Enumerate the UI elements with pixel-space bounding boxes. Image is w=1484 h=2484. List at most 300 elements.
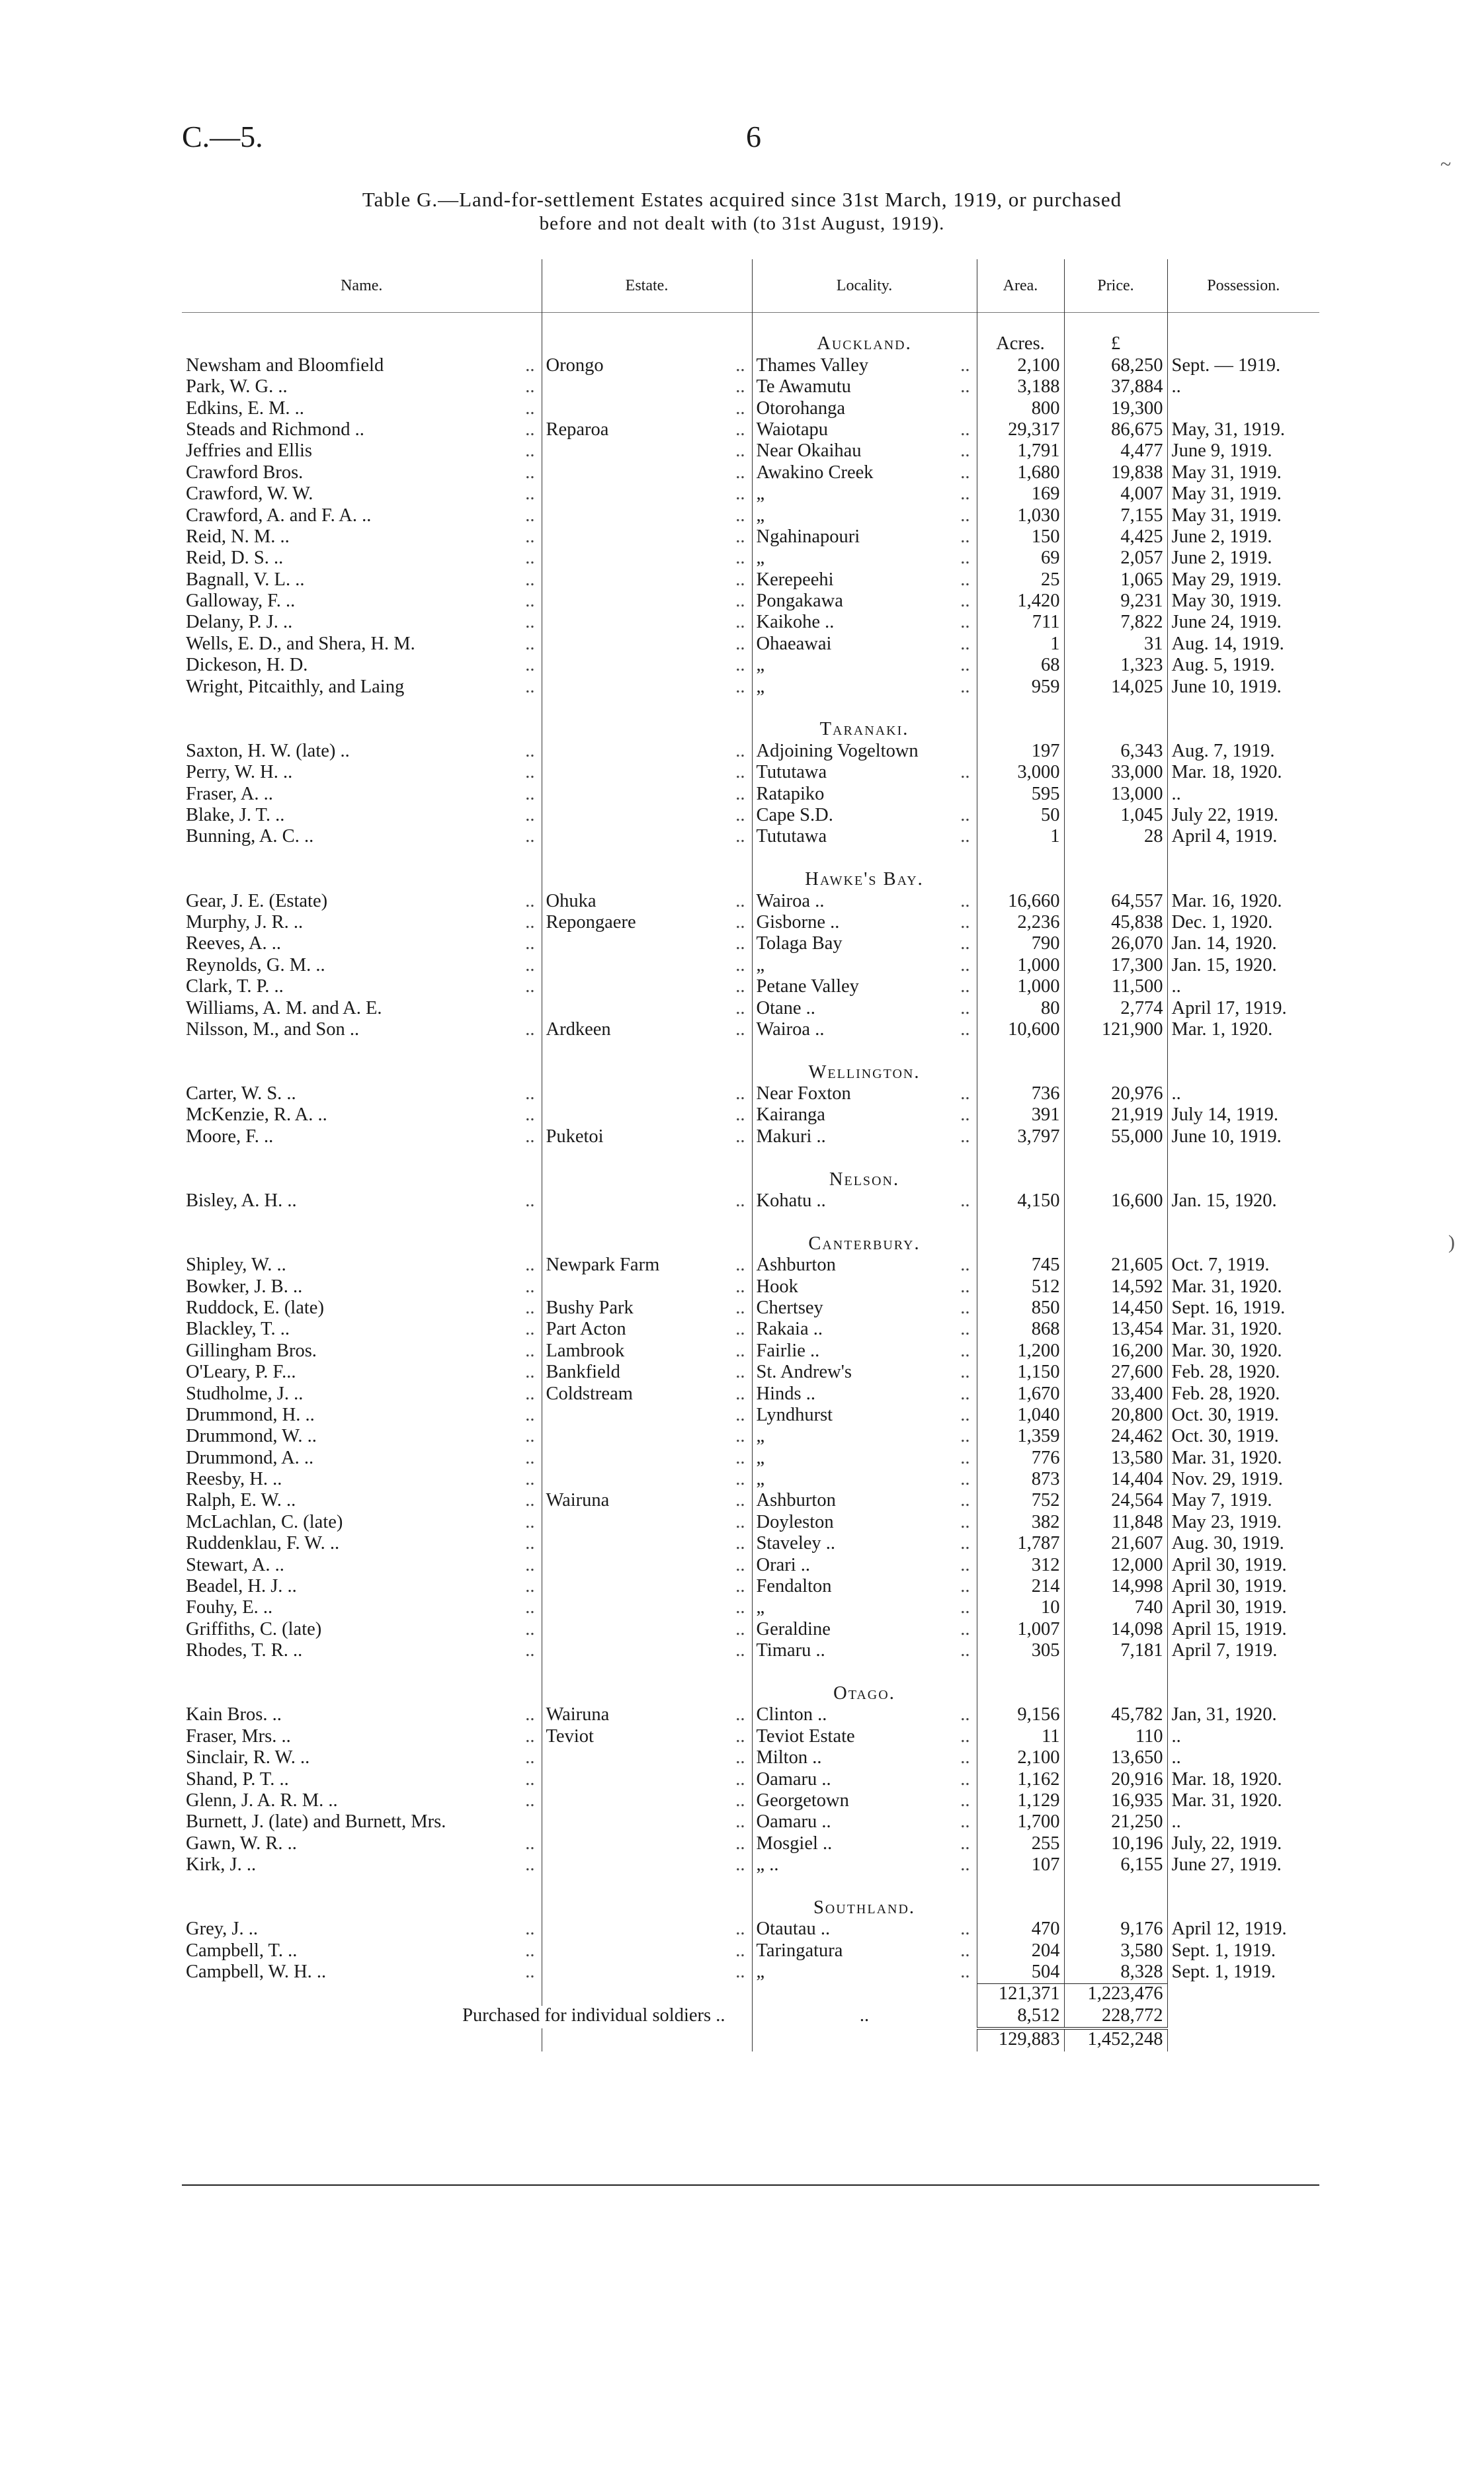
area-cell: 3,188 [977,377,1064,398]
possession-cell: May 29, 1919. [1167,570,1319,591]
locality-cell-leader-dots: .. [960,1126,970,1147]
name-cell-text: Reid, D. S. .. [186,548,284,569]
estate-cell [542,356,752,377]
table-row [182,420,1319,441]
estate-cell [542,1534,752,1555]
estate-cell [542,1105,752,1126]
spacer-cell [182,698,542,720]
table-row [182,1919,1319,1940]
estate-cell-leader-dots: .. [735,1769,745,1790]
region-blank [542,720,752,741]
area-cell: 1,420 [977,591,1064,612]
table-row [182,1255,1319,1276]
name-cell-leader-dots: .. [525,955,535,975]
spacer-cell [1064,1212,1167,1233]
locality-cell [752,634,977,655]
name-cell-text: Grey, J. .. [186,1919,258,1940]
name-cell [182,1577,542,1598]
name-cell [182,977,542,998]
locality-cell-leader-dots: .. [960,1534,970,1554]
estate-cell-text: Puketoi [546,1126,604,1147]
table-row [182,1298,1319,1319]
region-blank [182,1170,542,1191]
locality-cell-leader-dots: .. [960,1084,970,1104]
price-cell: 1,065 [1064,570,1167,591]
estate-cell-leader-dots: .. [735,784,745,804]
spacer-cell [182,313,542,335]
estate-cell [542,1705,752,1726]
area-cell: 305 [977,1641,1064,1662]
possession-cell: Feb. 28, 1920. [1167,1384,1319,1405]
estate-cell-leader-dots: .. [735,1341,745,1361]
possession-cell: June 2, 1919. [1167,527,1319,548]
estate-cell [542,527,752,548]
name-cell-text: Fraser, Mrs. .. [186,1726,291,1747]
price-cell: 8,328 [1064,1962,1167,1984]
name-cell-leader-dots: .. [525,1341,535,1361]
price-unit [1064,720,1167,741]
estate-cell-leader-dots: .. [735,1384,745,1404]
table-row [182,1962,1319,1984]
area-cell: 9,156 [977,1705,1064,1726]
locality-cell [752,1748,977,1769]
table-row [182,1084,1319,1105]
locality-cell [752,1855,977,1876]
locality-cell-text: Staveley .. [756,1534,836,1554]
table-row [182,591,1319,612]
locality-cell-text: St. Andrew's [756,1362,852,1383]
region-heading: Southland. [752,1898,977,1919]
locality-cell-text: Otane .. [756,998,815,1018]
name-cell [182,612,542,634]
area-cell: 1,162 [977,1770,1064,1791]
name-cell-leader-dots: .. [525,934,535,954]
estate-cell [542,1941,752,1962]
name-cell [182,956,542,977]
locality-cell-leader-dots: .. [960,1962,970,1983]
name-cell-leader-dots: .. [525,1448,535,1468]
estate-cell [542,655,752,677]
region-row-otago [182,1684,1319,1705]
spacer-cell [182,1663,542,1684]
estate-cell [542,612,752,634]
possession-cell: July, 22, 1919. [1167,1834,1319,1855]
locality-cell [752,463,977,484]
table-row [182,570,1319,591]
table-row [182,677,1319,698]
estate-cell-leader-dots: .. [735,484,745,505]
locality-cell-text: Makuri .. [756,1126,826,1147]
name-cell [182,806,542,827]
locality-cell [752,1362,977,1384]
locality-cell-leader-dots: .. [960,955,970,975]
spacer-cell [752,1148,977,1169]
price-cell: 33,000 [1064,763,1167,784]
price-unit [1064,1684,1167,1705]
estate-cell-text: Ardkeen [546,1019,611,1040]
name-cell-text: Gawn, W. R. .. [186,1833,297,1854]
price-cell: 13,580 [1064,1448,1167,1470]
name-cell-leader-dots: .. [525,1255,535,1276]
estate-cell [542,999,752,1020]
locality-cell-leader-dots: .. [960,1619,970,1639]
spacer-cell [542,849,752,870]
locality-cell [752,356,977,377]
col-header-locality: Locality. [752,259,977,313]
locality-cell [752,399,977,420]
name-cell [182,763,542,784]
locality-cell [752,956,977,977]
locality-cell-text: Thames Valley [756,355,869,376]
name-cell-text: Crawford Bros. [186,462,304,483]
table-row [182,634,1319,655]
estate-cell-leader-dots: .. [735,1019,745,1040]
estate-cell [542,1555,752,1577]
area-unit [977,1898,1064,1919]
price-cell: 26,070 [1064,934,1167,955]
locality-cell-leader-dots: .. [960,1384,970,1404]
subtotal-area: 121,371 [977,1984,1064,2006]
estate-cell-text: Wairuna [546,1491,610,1511]
name-cell-text: Shand, P. T. .. [186,1769,289,1790]
area-unit [977,1234,1064,1255]
locality-cell-text: Tututawa [756,763,827,783]
spacer-cell [977,1148,1064,1169]
locality-cell-text: „ [756,505,765,526]
name-cell [182,677,542,698]
estate-cell [542,1084,752,1105]
locality-cell-leader-dots: .. [960,1812,970,1833]
spacer-cell [1167,849,1319,870]
locality-cell-leader-dots: .. [960,1319,970,1340]
region-heading: Auckland. [752,334,977,355]
locality-cell-leader-dots: .. [960,677,970,697]
name-cell-leader-dots: .. [525,1705,535,1725]
spacer-cell [1167,698,1319,720]
name-cell-leader-dots: .. [525,1919,535,1940]
locality-cell-leader-dots: .. [960,1470,970,1490]
estate-cell-leader-dots: .. [735,1833,745,1854]
name-cell-text: McLachlan, C. (late) [186,1512,343,1532]
possession-cell: May, 31, 1919. [1167,420,1319,441]
table-row [182,1855,1319,1876]
table-row [182,1319,1319,1341]
table-row [182,1812,1319,1833]
price-cell: 14,998 [1064,1577,1167,1598]
estate-cell-leader-dots: .. [735,1726,745,1747]
area-cell: 29,317 [977,420,1064,441]
price-cell: 20,976 [1064,1084,1167,1105]
region-row-auckland [182,334,1319,355]
estate-cell-leader-dots: .. [735,419,745,440]
spacer-cell [752,698,977,720]
possession-cell: Dec. 1, 1920. [1167,913,1319,934]
price-cell: 27,600 [1064,1362,1167,1384]
estate-cell [542,1855,752,1876]
locality-cell-text: Ngahinapouri [756,526,860,547]
locality-cell [752,1577,977,1598]
locality-cell [752,377,977,398]
name-cell-leader-dots: .. [525,1962,535,1983]
possession-cell: .. [1167,1748,1319,1769]
area-unit [977,720,1064,741]
possession-cell [1167,399,1319,420]
area-cell: 255 [977,1834,1064,1855]
table-row [182,1834,1319,1855]
name-cell [182,1298,542,1319]
locality-cell [752,1705,977,1726]
estate-cell [542,1641,752,1662]
table-row [182,1470,1319,1491]
name-cell-leader-dots: .. [525,827,535,847]
region-heading: Taranaki. [752,720,977,741]
estate-cell-leader-dots: .. [735,526,745,547]
estate-cell-leader-dots: .. [735,1319,745,1340]
locality-cell-text: Petane Valley [756,977,859,997]
spacer-cell [977,1212,1064,1233]
name-cell [182,741,542,763]
locality-cell-leader-dots: .. [960,355,970,376]
name-cell-text: Kain Bros. .. [186,1705,282,1725]
table-row [182,1748,1319,1769]
area-cell: 1,000 [977,977,1064,998]
name-cell-text: Jeffries and Ellis [186,441,313,462]
estate-cell [542,1620,752,1641]
estate-cell [542,506,752,527]
grand-total-price: 1,452,248 [1064,2028,1167,2051]
name-cell [182,441,542,462]
name-cell [182,1384,542,1405]
estate-cell-leader-dots: .. [735,1126,745,1147]
name-cell-text: Murphy, J. R. .. [186,912,304,932]
blank [752,1984,977,2006]
locality-cell-text: Gisborne .. [756,912,840,932]
name-cell [182,1534,542,1555]
estate-cell [542,1812,752,1833]
locality-cell [752,999,977,1020]
name-cell-leader-dots: .. [525,484,535,505]
possession-cell: May 23, 1919. [1167,1512,1319,1534]
possession-cell: Aug. 5, 1919. [1167,655,1319,677]
margin-mark: ~ [1440,153,1452,175]
table-row [182,1277,1319,1298]
area-cell: 1 [977,634,1064,655]
area-cell: 752 [977,1491,1064,1512]
name-cell-text: Crawford, W. W. [186,484,313,505]
col-header-area: Area. [977,259,1064,313]
price-cell: 16,600 [1064,1191,1167,1212]
area-cell: 169 [977,484,1064,505]
name-cell-leader-dots: .. [525,784,535,804]
name-cell-leader-dots: .. [525,1598,535,1618]
estate-cell [542,763,752,784]
name-cell-text: Blake, J. T. .. [186,805,285,825]
locality-cell [752,1512,977,1534]
estate-cell-leader-dots: .. [735,1491,745,1511]
region-heading: Canterbury. [752,1234,977,1255]
locality-cell [752,441,977,462]
spacer-row [182,849,1319,870]
area-cell: 150 [977,527,1064,548]
name-cell-text: Campbell, T. .. [186,1940,298,1961]
table-row [182,527,1319,548]
table-row [182,891,1319,913]
spacer-cell [977,698,1064,720]
estate-cell-leader-dots: .. [735,1812,745,1833]
locality-cell [752,591,977,612]
possession-cell: Feb. 28, 1920. [1167,1362,1319,1384]
table-row [182,1362,1319,1384]
spacer-cell [977,1041,1064,1062]
estate-cell-text: Part Acton [546,1319,626,1340]
region-blank [1167,1170,1319,1191]
locality-cell [752,1919,977,1940]
area-cell: 1,680 [977,463,1064,484]
locality-cell-leader-dots: .. [960,934,970,954]
table-row [182,1705,1319,1726]
area-cell: 1,359 [977,1427,1064,1448]
area-cell: 873 [977,1470,1064,1491]
spacer-row [182,1148,1319,1169]
name-cell [182,1105,542,1126]
price-cell: 24,462 [1064,1427,1167,1448]
price-cell: 33,400 [1064,1384,1167,1405]
table-row [182,1641,1319,1662]
locality-cell-text: Kohatu .. [756,1191,826,1212]
locality-cell-text: „ [756,955,765,975]
locality-cell-leader-dots: .. [960,912,970,932]
name-cell [182,1491,542,1512]
region-heading: Otago. [752,1684,977,1705]
locality-cell [752,1020,977,1041]
locality-cell [752,1405,977,1427]
possession-cell: June 9, 1919. [1167,441,1319,462]
name-cell [182,1020,542,1041]
region-blank [182,870,542,891]
price-cell: 6,343 [1064,741,1167,763]
locality-cell-leader-dots: .. [960,591,970,612]
col-header-estate: Estate. [542,259,752,313]
name-cell-text: Edkins, E. M. .. [186,398,304,419]
possession-cell: .. [1167,1812,1319,1833]
name-cell-text: Shipley, W. .. [186,1255,286,1276]
locality-cell-leader-dots: .. [960,1105,970,1126]
locality-cell-leader-dots: .. [960,763,970,783]
estate-cell-text: Lambrook [546,1341,625,1361]
table-row [182,1405,1319,1427]
locality-cell-text: Tolaga Bay [756,934,843,954]
locality-cell [752,1598,977,1619]
area-cell: 382 [977,1512,1064,1534]
estate-cell-leader-dots: .. [735,763,745,783]
name-cell-leader-dots: .. [525,1084,535,1104]
name-cell [182,1470,542,1491]
estate-cell-leader-dots: .. [735,934,745,954]
locality-cell-leader-dots: .. [960,1748,970,1768]
locality-cell-leader-dots: .. [960,484,970,505]
name-cell [182,1812,542,1833]
area-unit [977,1684,1064,1705]
locality-cell [752,1298,977,1319]
estate-cell [542,1512,752,1534]
locality-cell [752,548,977,569]
estate-cell-leader-dots: .. [735,1276,745,1297]
locality-cell-leader-dots: .. [960,891,970,911]
locality-cell-text: Pongakawa [756,591,843,612]
table-row [182,1727,1319,1748]
area-cell: 16,660 [977,891,1064,913]
locality-cell-leader-dots: .. [960,1512,970,1532]
table-row [182,1491,1319,1512]
locality-cell [752,1427,977,1448]
possession-cell: .. [1167,784,1319,806]
estate-cell [542,1791,752,1812]
price-cell: 31 [1064,634,1167,655]
area-cell: 1,007 [977,1620,1064,1641]
locality-cell [752,1727,977,1748]
locality-cell-text: Ratapiko [756,784,825,804]
possession-cell: Mar. 30, 1920. [1167,1341,1319,1362]
name-cell-text: Newsham and Bloomfield [186,355,384,376]
name-cell-text: Reid, N. M. .. [186,526,290,547]
estate-cell [542,1384,752,1405]
region-blank [1167,870,1319,891]
estate-cell-leader-dots: .. [735,741,745,761]
estate-cell-leader-dots: .. [735,591,745,612]
possession-cell: July 14, 1919. [1167,1105,1319,1126]
table-row [182,827,1319,848]
name-cell [182,827,542,848]
name-cell [182,1255,542,1276]
price-unit [1064,870,1167,891]
table-row [182,1512,1319,1534]
area-cell: 959 [977,677,1064,698]
name-cell-text: Bisley, A. H. .. [186,1191,297,1212]
area-cell: 745 [977,1255,1064,1276]
estate-cell-leader-dots: .. [735,655,745,676]
region-row-southland [182,1898,1319,1919]
col-header-name: Name. [341,277,383,294]
name-cell-text: Drummond, W. .. [186,1427,317,1447]
estate-cell-leader-dots: .. [735,634,745,654]
name-cell [182,1084,542,1105]
locality-cell-leader-dots: .. [960,612,970,633]
area-cell: 312 [977,1555,1064,1577]
name-cell-text: Saxton, H. W. (late) .. [186,741,350,761]
name-cell [182,399,542,420]
table-row [182,1577,1319,1598]
spacer-cell [542,1212,752,1233]
possession-cell: Mar. 18, 1920. [1167,1770,1319,1791]
locality-cell [752,913,977,934]
price-cell: 7,155 [1064,506,1167,527]
locality-cell-leader-dots: .. [960,1341,970,1361]
table-row [182,999,1319,1020]
locality-cell [752,1534,977,1555]
estate-cell [542,1748,752,1769]
region-blank [182,334,542,355]
table-row [182,1427,1319,1448]
price-cell: 3,580 [1064,1941,1167,1962]
name-cell-leader-dots: .. [525,741,535,761]
estate-cell-leader-dots: .. [735,1470,745,1490]
possession-cell: Jan. 15, 1920. [1167,1191,1319,1212]
locality-cell-leader-dots: .. [960,1919,970,1940]
spacer-cell [1167,1148,1319,1169]
name-cell-leader-dots: .. [525,1491,535,1511]
estate-cell [542,420,752,441]
name-cell-leader-dots: .. [525,1534,535,1554]
